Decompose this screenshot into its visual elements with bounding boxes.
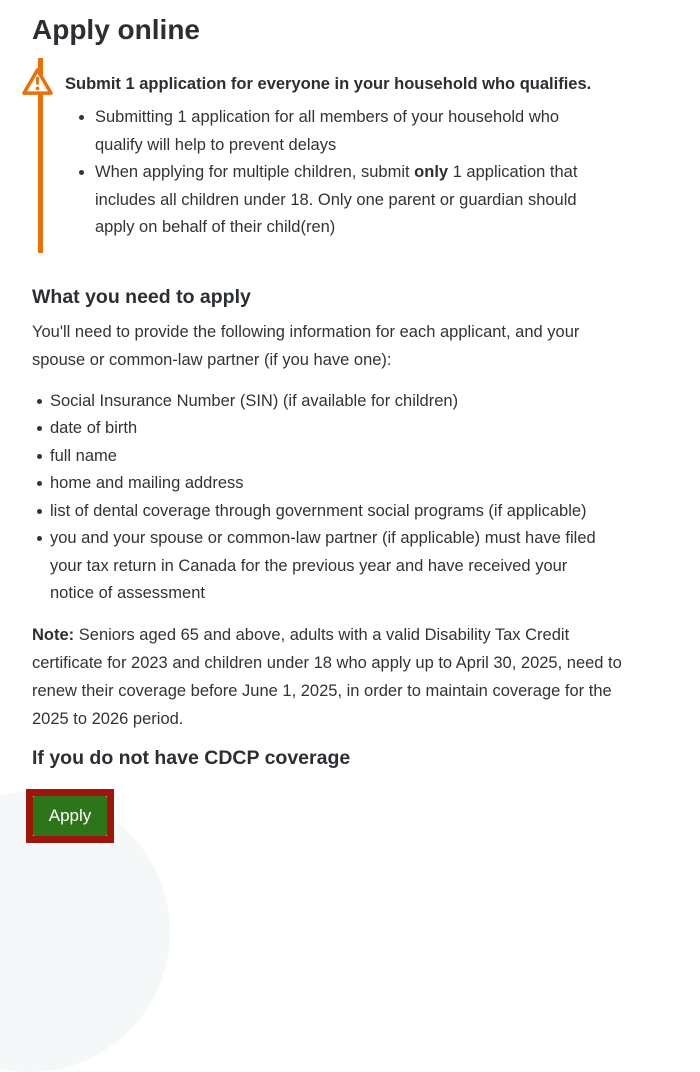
requirement-item: full name [37,443,600,471]
no-coverage-heading: If you do not have CDCP coverage [32,746,351,769]
warning-bullet-bold-word: only [414,163,449,181]
highlight-annotation-box [26,789,114,843]
requirement-item: date of birth [37,415,600,443]
note-paragraph [32,621,634,733]
apply-button[interactable]: Apply [33,796,107,836]
warning-bullet-item [77,104,607,159]
requirement-item: you and your spouse or common-law partner (if applicable) must have filed your tax return in Canada for the previous year and have received your notice of assessment [37,525,600,608]
warning-alert [32,58,664,242]
warning-bullet-item [77,159,607,242]
warning-bullet-text: Submitting 1 application for all members of your household who qualify will help to prevent delays [95,108,560,154]
warning-lead-text: Submit 1 application for everyone in your household who qualifies. [65,75,592,93]
requirements-list [32,388,664,608]
note-text: Seniors aged 65 and above, adults with a valid Disability Tax Credit certificate for 2023 and children under 18 who apply up to April 30, 2025, need to renew their coverage before June 1, 2025, in order to maintain coverage for the 2025 to 2026 period. [32,625,622,728]
requirement-item: home and mailing address [37,470,600,498]
page-title: Apply online [32,14,200,45]
requirement-item: Social Insurance Number (SIN) (if available for children) [37,388,600,416]
requirements-intro: You'll need to provide the following information for each applicant, and your spouse or common-law partner (if you have one): [32,322,580,369]
warning-bullet-text-pre: When applying for multiple children, submit [95,163,415,181]
note-label: Note: [32,625,75,644]
warning-bullet-text-post: 1 application that includes all children under 18. Only one parent or guardian should apply on behalf of their child(ren) [95,163,578,236]
requirements-heading: What you need to apply [32,285,251,308]
warning-bullet-list [65,104,664,242]
warning-triangle-icon [21,67,54,96]
requirement-item: list of dental coverage through government social programs (if applicable) [37,498,600,526]
